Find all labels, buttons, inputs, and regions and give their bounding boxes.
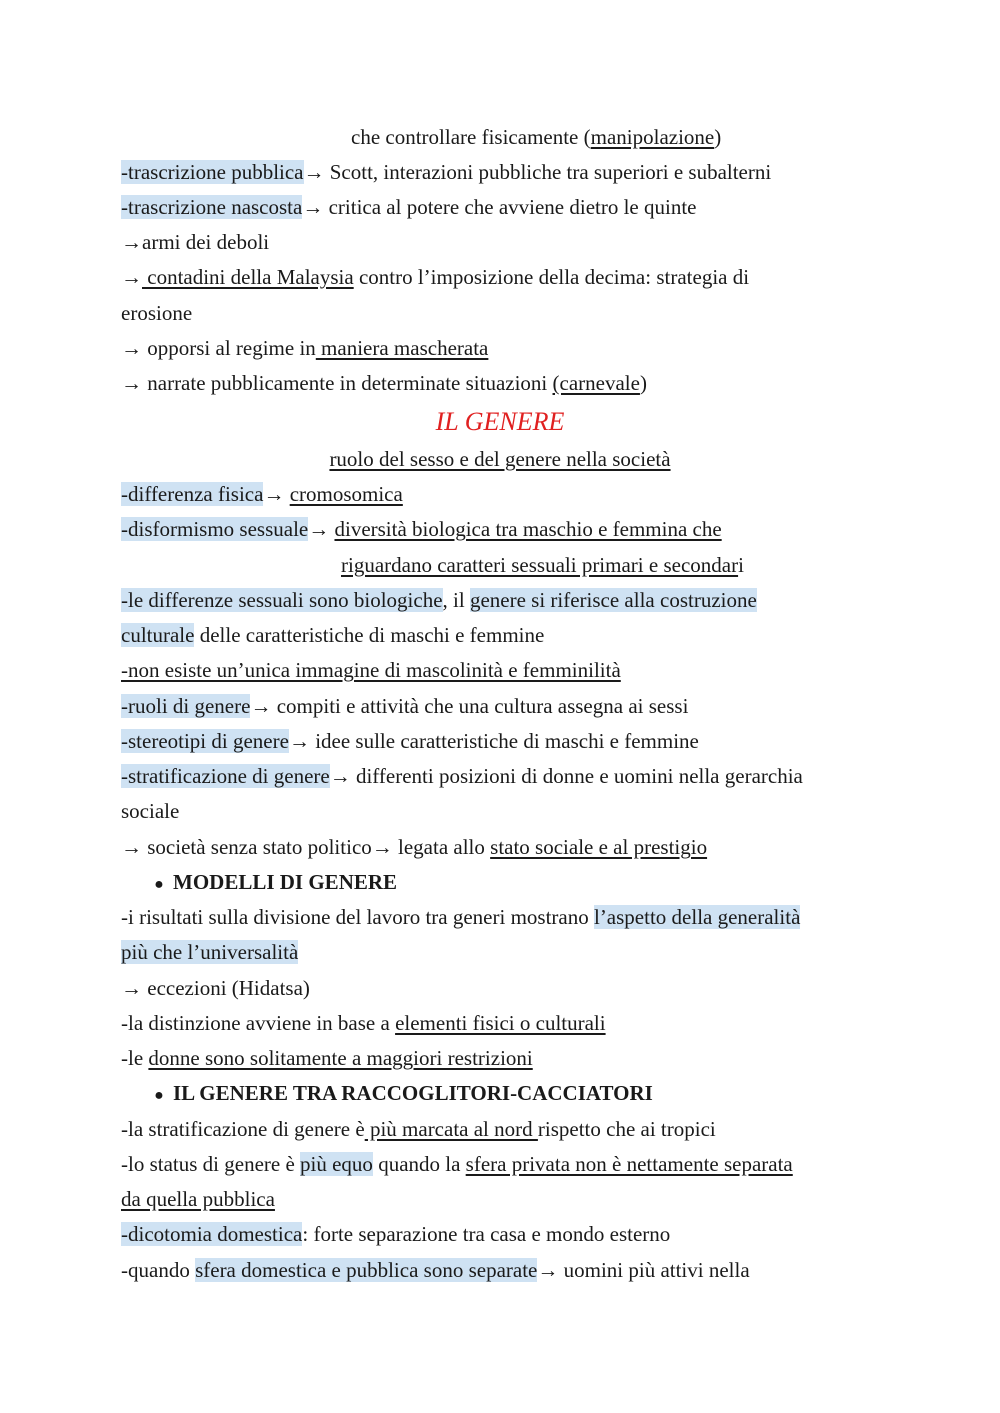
highlight: -le differenze sessuali sono biologiche xyxy=(121,588,443,612)
highlight: -differenza fisica xyxy=(121,482,264,506)
text-line xyxy=(121,937,298,967)
text-line: → opporsi al regime in maniera mascherata xyxy=(121,336,489,360)
highlight: -trascrizione pubblica xyxy=(121,160,304,184)
subtitle: ruolo del sesso e del genere nella società xyxy=(329,447,671,471)
text-line: -i risultati sulla divisione del lavoro tra generi mostrano l’aspetto della generalità xyxy=(121,905,801,929)
text-line: → narrate pubblicamente in determinate situazioni (carnevale) xyxy=(121,371,647,395)
highlight: -trascrizione nascosta xyxy=(121,195,303,219)
highlight: -disformismo sessuale xyxy=(121,517,309,541)
text-line: -trascrizione pubblica→ Scott, interazioni pubbliche tra superiori e subalterni xyxy=(121,160,772,184)
highlight: più equo xyxy=(300,1152,373,1176)
highlight: culturale xyxy=(121,623,195,647)
text-line: -le differenze sessuali sono biologiche, il genere si riferisce alla costruzione xyxy=(121,588,757,612)
text-line: -non esiste un’unica immagine di mascolinità e femminilità xyxy=(121,658,621,682)
text-line: -le donne sono solitamente a maggiori restrizioni xyxy=(121,1046,533,1070)
highlight: più che l’universalità xyxy=(121,940,299,964)
highlight: l’aspetto della generalità xyxy=(593,905,801,929)
highlight: -stereotipi di genere xyxy=(121,729,289,753)
section-title: IL GENERE xyxy=(435,407,565,436)
text-line: -la stratificazione di genere è più marcata al nord rispetto che ai tropici xyxy=(121,1117,716,1141)
text-line: erosione xyxy=(121,301,193,325)
text-line: → contadini della Malaysia contro l’imposizione della decima: strategia di xyxy=(121,265,750,289)
text-line: → eccezioni (Hidatsa) xyxy=(121,976,310,1000)
text-line: -trascrizione nascosta→ critica al potere che avviene dietro le quinte xyxy=(121,195,697,219)
text-line: → società senza stato politico→ legata allo stato sociale e al prestigio xyxy=(121,835,708,859)
highlight: -dicotomia domestica xyxy=(121,1222,303,1246)
text-line: -dicotomia domestica: forte separazione tra casa e mondo esterno xyxy=(121,1222,671,1246)
section-heading: ● IL GENERE TRA RACCOGLITORI-CACCIATORI xyxy=(145,1078,653,1108)
highlight: genere si riferisce alla costruzione xyxy=(469,588,757,612)
text-line: -lo status di genere è più equo quando la sfera privata non è nettamente separata xyxy=(121,1152,793,1176)
text-line: che controllare fisicamente (manipolazione) xyxy=(351,125,722,149)
text-line: -stereotipi di genere→ idee sulle caratteristiche di maschi e femmine xyxy=(121,729,699,753)
highlight: sfera domestica e pubblica sono separate xyxy=(195,1258,538,1282)
text-line: -disformismo sessuale→ diversità biologica tra maschio e femmina che xyxy=(121,517,722,541)
text-line: -stratificazione di genere→ differenti posizioni di donne e uomini nella gerarchia xyxy=(121,764,803,788)
text-line: da quella pubblica xyxy=(121,1187,275,1211)
text-line: -quando sfera domestica e pubblica sono separate→ uomini più attivi nella xyxy=(121,1258,750,1282)
text-line: -la distinzione avviene in base a elementi fisici o culturali xyxy=(121,1011,606,1035)
text-line: -ruoli di genere→ compiti e attività che una cultura assegna ai sessi xyxy=(121,694,689,718)
section-heading: ● MODELLI DI GENERE xyxy=(145,867,397,897)
text-line: →armi dei deboli xyxy=(121,230,270,254)
text-line: riguardano caratteri sessuali primari e secondari xyxy=(341,553,744,577)
text-line: culturale delle caratteristiche di maschi e femmine xyxy=(121,623,545,647)
text-line: -differenza fisica→ cromosomica xyxy=(121,482,403,506)
text-line: sociale xyxy=(121,799,180,823)
bullet-icon: ● xyxy=(154,876,164,893)
bullet-icon: ● xyxy=(154,1087,164,1104)
highlight: -ruoli di genere xyxy=(121,694,251,718)
highlight: -stratificazione di genere xyxy=(121,764,330,788)
